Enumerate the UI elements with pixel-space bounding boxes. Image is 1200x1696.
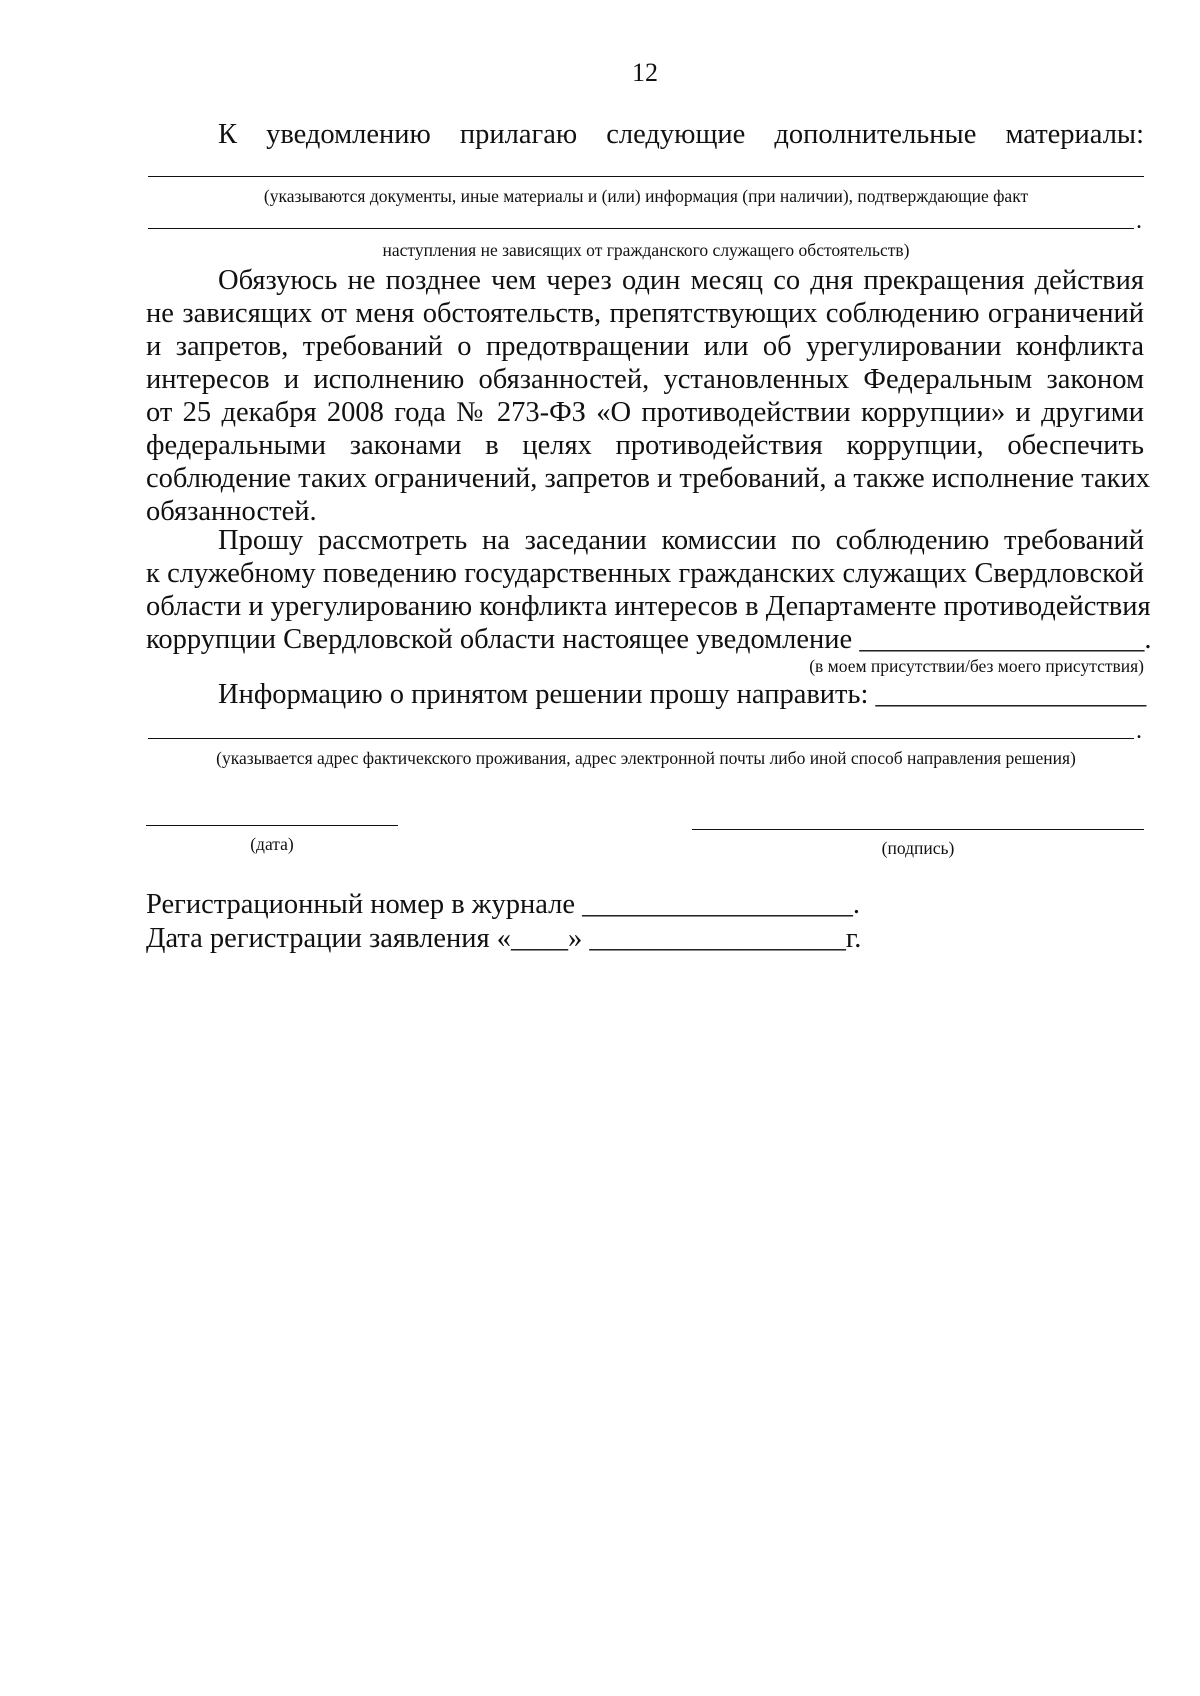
signature-blank-line[interactable]	[692, 829, 1144, 830]
registration-date-line[interactable]: Дата регистрации заявления «____» __________________г.	[146, 923, 862, 954]
page-number: 12	[632, 58, 658, 87]
info-blank-line[interactable]	[148, 738, 1134, 739]
registration-number-line[interactable]: Регистрационный номер в журнале ___________________.	[146, 889, 861, 920]
paragraph-line: интересов и исполнению обязанностей, установленных Федеральным законом	[146, 364, 1144, 395]
attachments-word: прилагаю	[459, 119, 578, 150]
info-caption: (указывается адрес фактичекского проживания, адрес электронной почты либо иной способ направления решения)	[216, 748, 1076, 768]
attachments-caption-2: наступления не зависящих от гражданского служащего обстоятельств)	[382, 240, 910, 260]
info-request-line[interactable]: Информацию о принятом решении прошу направить: ___________________	[218, 679, 1147, 710]
paragraph-line: области и урегулированию конфликта интересов в Департаменте противодействия	[146, 591, 1151, 622]
paragraph-line: обязанностей.	[146, 496, 317, 527]
paragraph-line: не зависящих от меня обстоятельств, препятствующих соблюдению ограничений	[146, 298, 1144, 329]
presence-caption: (в моем присутствии/без моего присутствия)	[809, 656, 1144, 676]
attachments-blank-line[interactable]	[148, 176, 1144, 177]
attachments-line-end: .	[1136, 208, 1142, 234]
attachments-word: К	[218, 119, 238, 150]
paragraph-line: федеральными законами в целях противодействия коррупции, обеспечить	[146, 430, 1144, 461]
attachments-caption-1: (указываются документы, иные материалы и (или) информация (при наличии), подтверждающие факт	[263, 186, 1029, 206]
date-blank-line[interactable]	[146, 825, 398, 826]
paragraph-line: соблюдение таких ограничений, запретов и требований, а также исполнение таких	[146, 463, 1150, 494]
signature-label: (подпись)	[881, 838, 955, 858]
request-paragraph	[146, 524, 1152, 656]
obligation-paragraph	[146, 264, 1150, 528]
presence-field-line[interactable]: коррупции Свердловской области настоящее уведомление ____________________.	[146, 624, 1152, 655]
paragraph-line: и запретов, требований о предотвращении или об урегулировании конфликта	[146, 331, 1144, 362]
paragraph-line: к служебному поведению государственных гражданских служащих Свердловской	[146, 558, 1144, 589]
attachments-lead	[218, 118, 1144, 151]
paragraph-line: Прошу рассмотреть на заседании комиссии по соблюдению требований	[218, 525, 1144, 556]
date-label: (дата)	[250, 834, 294, 854]
attachments-word: дополнительные	[774, 119, 977, 150]
attachments-word: материалы:	[1005, 119, 1144, 150]
paragraph-line: от 25 декабря 2008 года № 273-ФЗ «О противодействии коррупции» и другими	[146, 397, 1144, 428]
attachments-blank-line-2[interactable]	[148, 228, 1134, 229]
attachments-word: уведомлению	[266, 119, 431, 150]
attachments-word: следующие	[606, 119, 746, 150]
info-line-end: .	[1136, 718, 1142, 744]
paragraph-line: Обязуюсь не позднее чем через один месяц со дня прекращения действия	[218, 265, 1144, 296]
